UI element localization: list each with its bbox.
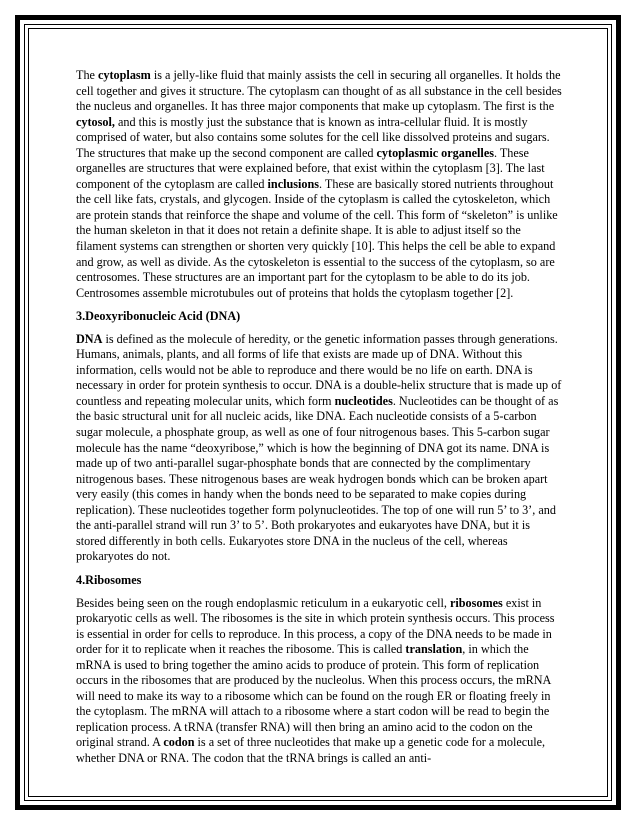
heading-dna: 3.Deoxyribonucleic Acid (DNA)	[76, 309, 241, 324]
term-codon: codon	[163, 735, 195, 750]
heading-ribosomes: 4.Ribosomes	[76, 572, 142, 587]
term-cytoplasm: cytoplasm	[98, 68, 151, 82]
term-inclusions: inclusions	[267, 176, 320, 191]
term-cytosol: cytosol,	[76, 114, 115, 129]
dna-paragraph: DNA is defined as the molecule of heredity, or the genetic information passes through generations. Humans, animals, plants, and all forms of life that exists are made up of DNA. Without this information, cells would not be able to reproduce and there would be no life on earth. DNA is necessary in order for protein synthesis to occur. DNA is a double-helix structure that is made up of countless and repeating molecular units, which form nucleotides. Nucleotides can be thought of as the basic structural unit for all nucleic acids, like DNA. Each nucleotide consists of a 5-carbon sugar molecule, a phosphate group, as well as one of four nitrogenous bases. This 5-carbon sugar molecule has the name “deoxyribose,” which is how the beginning of DNA got its name. DNA is made up of two anti-parallel sugar-phosphate bonds that are connected by the complimentary nitrogenous bases. These nitrogenous bases are weak hydrogen bonds which can be broken apart very easily (this comes in handy when the bonds need to be separated to make copies during replication). These nucleotides together form polynucleotides. The top of one will run 5’ to 3’, and the anti-parallel strand will run 3’ to 5’. Both prokaryotes and eukaryotes have DNA, but it is stored differently in both cells. Eukaryotes store DNA in the nucleus of the cell, whereas prokaryotes do not.	[76, 331, 562, 564]
term-dna: DNA	[76, 331, 103, 346]
term-cytoplasmic-organelles: cytoplasmic organelles	[376, 145, 494, 160]
term-nucleotides: nucleotides	[334, 393, 393, 408]
ribosomes-paragraph: Besides being seen on the rough endoplasmic reticulum in a eukaryotic cell, ribosomes exist in prokaryotic cells as well. The ribosomes is the site in which protein synthesis occurs. This process is essential in order for cells to reproduce. In this process, a copy of the DNA needs to be made in order for it to replicate when it reaches the ribosome. This is called translation, in which the mRNA is used to bring together the amino acids to produce of protein. This form of replication occurs in the ribosomes that are produced by the nucleolus. When this process occurs, the mRNA will need to make its way to a ribosome which can be found on the rough ER or floating freely in the cytoplasm. The mRNA will attach to a ribosome where a start codon will be read to begin the replication process. A tRNA (transfer RNA) will then bring an amino acid to the codon on the original strand. A codon is a set of three nucleotides that make up a genetic code for a molecule, whether DNA or RNA. The codon that the tRNA brings is called an anti-	[76, 595, 555, 765]
document-body	[76, 68, 562, 775]
cytoplasm-paragraph: The cytoplasm is a jelly-like fluid that mainly assists the cell in securing all organelles. It holds the cell together and gives it structure. The cytoplasm can thought of as all substance in the cell besides the nucleus and organelles. It has three major components that make up cytoplasm. The first is the cytosol, and this is mostly just the substance that is known as intra-cellular fluid. It is mostly comprised of water, but also contains some solutes for the cell like dissolved proteins and sugars. The structures that make up the second component are called cytoplasmic organelles. These organelles are structures that were explained before, that exist within the cytoplasm [3]. The last component of the cytoplasm are called inclusions. These are basically stored nutrients throughout the cell like fats, crystals, and glycogen. Inside of the cytoplasm is called the cytoskeleton, which are protein stands that reinforce the shape and volume of the cell. This form of “skeleton” is unlike the human skeleton in that it does not retain a definite shape. It is able to adjust itself so the filament systems can strengthen or shorten very quickly [10]. This helps the cell be able to expand and grow, as well as divide. As the cytoskeleton is essential to the success of the cytoplasm, so are centrosomes. These structures are an important part for the cytoplasm to be able to do its job. Centrosomes assemble microtubules out of proteins that holds the cytoplasm together [2].	[76, 68, 562, 300]
term-translation: translation	[405, 642, 463, 657]
term-ribosomes: ribosomes	[449, 595, 503, 610]
